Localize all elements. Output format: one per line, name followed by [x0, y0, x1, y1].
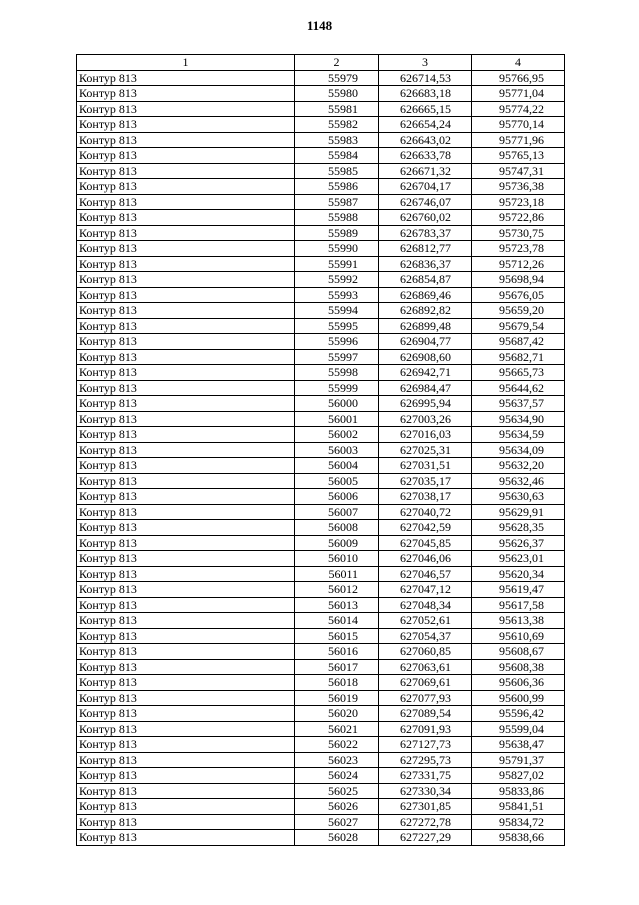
y-coordinate-cell: 95628,35 [472, 520, 565, 536]
x-coordinate-cell: 627301,85 [379, 799, 472, 815]
x-coordinate-cell: 626643,02 [379, 132, 472, 148]
y-coordinate-cell: 95682,71 [472, 349, 565, 365]
contour-name-cell: Контур 813 [77, 799, 295, 815]
point-number-cell: 55986 [295, 179, 379, 195]
contour-name-cell: Контур 813 [77, 489, 295, 505]
table-row [77, 256, 565, 272]
table-row [77, 210, 565, 226]
point-number-cell: 56013 [295, 597, 379, 613]
contour-name-cell: Контур 813 [77, 194, 295, 210]
table-header-row [77, 55, 565, 71]
y-coordinate-cell: 95632,20 [472, 458, 565, 474]
table-row [77, 442, 565, 458]
x-coordinate-cell: 627016,03 [379, 427, 472, 443]
y-coordinate-cell: 95833,86 [472, 783, 565, 799]
contour-name-cell: Контур 813 [77, 349, 295, 365]
table-row [77, 179, 565, 195]
table-row [77, 349, 565, 365]
x-coordinate-cell: 627052,61 [379, 613, 472, 629]
contour-name-cell: Контур 813 [77, 334, 295, 350]
x-coordinate-cell: 626704,17 [379, 179, 472, 195]
contour-name-cell: Контур 813 [77, 613, 295, 629]
contour-name-cell: Контур 813 [77, 706, 295, 722]
point-number-cell: 56006 [295, 489, 379, 505]
table-row [77, 163, 565, 179]
table-row [77, 566, 565, 582]
table-row [77, 582, 565, 598]
y-coordinate-cell: 95608,67 [472, 644, 565, 660]
x-coordinate-cell: 627025,31 [379, 442, 472, 458]
table-row [77, 334, 565, 350]
x-coordinate-cell: 626995,94 [379, 396, 472, 412]
x-coordinate-cell: 626942,71 [379, 365, 472, 381]
x-coordinate-cell: 627127,73 [379, 737, 472, 753]
contour-name-cell: Контур 813 [77, 473, 295, 489]
contour-name-cell: Контур 813 [77, 272, 295, 288]
contour-name-cell: Контур 813 [77, 675, 295, 691]
table-row [77, 380, 565, 396]
x-coordinate-cell: 627031,51 [379, 458, 472, 474]
point-number-cell: 56022 [295, 737, 379, 753]
column-header-4: 4 [472, 55, 565, 71]
y-coordinate-cell: 95838,66 [472, 830, 565, 846]
point-number-cell: 56019 [295, 690, 379, 706]
y-coordinate-cell: 95791,37 [472, 752, 565, 768]
point-number-cell: 56027 [295, 814, 379, 830]
y-coordinate-cell: 95632,46 [472, 473, 565, 489]
point-number-cell: 56018 [295, 675, 379, 691]
contour-name-cell: Контур 813 [77, 597, 295, 613]
x-coordinate-cell: 627048,34 [379, 597, 472, 613]
contour-name-cell: Контур 813 [77, 814, 295, 830]
contour-name-cell: Контур 813 [77, 566, 295, 582]
x-coordinate-cell: 627227,29 [379, 830, 472, 846]
x-coordinate-cell: 626633,78 [379, 148, 472, 164]
contour-name-cell: Контур 813 [77, 303, 295, 319]
table-row [77, 101, 565, 117]
y-coordinate-cell: 95747,31 [472, 163, 565, 179]
table-row [77, 117, 565, 133]
point-number-cell: 56028 [295, 830, 379, 846]
y-coordinate-cell: 95630,63 [472, 489, 565, 505]
x-coordinate-cell: 627295,73 [379, 752, 472, 768]
table-row [77, 721, 565, 737]
y-coordinate-cell: 95723,78 [472, 241, 565, 257]
point-number-cell: 56026 [295, 799, 379, 815]
x-coordinate-cell: 627060,85 [379, 644, 472, 660]
x-coordinate-cell: 627331,75 [379, 768, 472, 784]
table-row [77, 427, 565, 443]
y-coordinate-cell: 95596,42 [472, 706, 565, 722]
table-row [77, 287, 565, 303]
y-coordinate-cell: 95834,72 [472, 814, 565, 830]
table-row [77, 737, 565, 753]
x-coordinate-cell: 627046,06 [379, 551, 472, 567]
x-coordinate-cell: 627042,59 [379, 520, 472, 536]
contour-name-cell: Контур 813 [77, 318, 295, 334]
table-row [77, 659, 565, 675]
x-coordinate-cell: 627069,61 [379, 675, 472, 691]
point-number-cell: 56016 [295, 644, 379, 660]
table-row [77, 458, 565, 474]
contour-name-cell: Контур 813 [77, 427, 295, 443]
table-row [77, 86, 565, 102]
y-coordinate-cell: 95644,62 [472, 380, 565, 396]
x-coordinate-cell: 627077,93 [379, 690, 472, 706]
x-coordinate-cell: 626683,18 [379, 86, 472, 102]
table-row [77, 148, 565, 164]
x-coordinate-cell: 626904,77 [379, 334, 472, 350]
point-number-cell: 55996 [295, 334, 379, 350]
point-number-cell: 55993 [295, 287, 379, 303]
y-coordinate-cell: 95638,47 [472, 737, 565, 753]
y-coordinate-cell: 95765,13 [472, 148, 565, 164]
x-coordinate-cell: 626812,77 [379, 241, 472, 257]
point-number-cell: 55991 [295, 256, 379, 272]
contour-name-cell: Контур 813 [77, 690, 295, 706]
y-coordinate-cell: 95698,94 [472, 272, 565, 288]
y-coordinate-cell: 95634,90 [472, 411, 565, 427]
point-number-cell: 55999 [295, 380, 379, 396]
point-number-cell: 56023 [295, 752, 379, 768]
y-coordinate-cell: 95766,95 [472, 70, 565, 86]
table-row [77, 644, 565, 660]
point-number-cell: 56007 [295, 504, 379, 520]
x-coordinate-cell: 626892,82 [379, 303, 472, 319]
y-coordinate-cell: 95617,58 [472, 597, 565, 613]
x-coordinate-cell: 626714,53 [379, 70, 472, 86]
y-coordinate-cell: 95634,09 [472, 442, 565, 458]
point-number-cell: 56024 [295, 768, 379, 784]
y-coordinate-cell: 95600,99 [472, 690, 565, 706]
point-number-cell: 55981 [295, 101, 379, 117]
contour-name-cell: Контур 813 [77, 458, 295, 474]
point-number-cell: 55989 [295, 225, 379, 241]
table-row [77, 830, 565, 846]
y-coordinate-cell: 95774,22 [472, 101, 565, 117]
y-coordinate-cell: 95637,57 [472, 396, 565, 412]
x-coordinate-cell: 626908,60 [379, 349, 472, 365]
y-coordinate-cell: 95665,73 [472, 365, 565, 381]
x-coordinate-cell: 626783,37 [379, 225, 472, 241]
point-number-cell: 55994 [295, 303, 379, 319]
x-coordinate-cell: 627330,34 [379, 783, 472, 799]
table-row [77, 70, 565, 86]
contour-name-cell: Контур 813 [77, 721, 295, 737]
contour-name-cell: Контур 813 [77, 768, 295, 784]
contour-name-cell: Контур 813 [77, 504, 295, 520]
contour-name-cell: Контур 813 [77, 783, 295, 799]
column-header-3: 3 [379, 55, 472, 71]
contour-name-cell: Контур 813 [77, 442, 295, 458]
table-row [77, 504, 565, 520]
y-coordinate-cell: 95608,38 [472, 659, 565, 675]
x-coordinate-cell: 627063,61 [379, 659, 472, 675]
contour-name-cell: Контур 813 [77, 752, 295, 768]
x-coordinate-cell: 627046,57 [379, 566, 472, 582]
contour-name-cell: Контур 813 [77, 117, 295, 133]
x-coordinate-cell: 626760,02 [379, 210, 472, 226]
x-coordinate-cell: 626654,24 [379, 117, 472, 133]
contour-name-cell: Контур 813 [77, 210, 295, 226]
point-number-cell: 55997 [295, 349, 379, 365]
y-coordinate-cell: 95723,18 [472, 194, 565, 210]
point-number-cell: 56010 [295, 551, 379, 567]
y-coordinate-cell: 95623,01 [472, 551, 565, 567]
x-coordinate-cell: 627091,93 [379, 721, 472, 737]
contour-name-cell: Контур 813 [77, 365, 295, 381]
y-coordinate-cell: 95712,26 [472, 256, 565, 272]
x-coordinate-cell: 626984,47 [379, 380, 472, 396]
point-number-cell: 55979 [295, 70, 379, 86]
contour-name-cell: Контур 813 [77, 535, 295, 551]
contour-name-cell: Контур 813 [77, 411, 295, 427]
x-coordinate-cell: 626869,46 [379, 287, 472, 303]
table-row [77, 690, 565, 706]
x-coordinate-cell: 626899,48 [379, 318, 472, 334]
point-number-cell: 55983 [295, 132, 379, 148]
table-row [77, 411, 565, 427]
table-row [77, 318, 565, 334]
x-coordinate-cell: 627272,78 [379, 814, 472, 830]
x-coordinate-cell: 626671,32 [379, 163, 472, 179]
coordinates-table [76, 54, 565, 846]
point-number-cell: 56021 [295, 721, 379, 737]
x-coordinate-cell: 626836,37 [379, 256, 472, 272]
point-number-cell: 55980 [295, 86, 379, 102]
table-row [77, 783, 565, 799]
y-coordinate-cell: 95676,05 [472, 287, 565, 303]
y-coordinate-cell: 95770,14 [472, 117, 565, 133]
table-row [77, 799, 565, 815]
contour-name-cell: Контур 813 [77, 737, 295, 753]
table-row [77, 241, 565, 257]
contour-name-cell: Контур 813 [77, 86, 295, 102]
contour-name-cell: Контур 813 [77, 163, 295, 179]
y-coordinate-cell: 95599,04 [472, 721, 565, 737]
table-row [77, 613, 565, 629]
contour-name-cell: Контур 813 [77, 101, 295, 117]
point-number-cell: 56017 [295, 659, 379, 675]
contour-name-cell: Контур 813 [77, 70, 295, 86]
y-coordinate-cell: 95659,20 [472, 303, 565, 319]
point-number-cell: 55988 [295, 210, 379, 226]
table-row [77, 473, 565, 489]
table-row [77, 752, 565, 768]
x-coordinate-cell: 626746,07 [379, 194, 472, 210]
column-header-2: 2 [295, 55, 379, 71]
y-coordinate-cell: 95687,42 [472, 334, 565, 350]
contour-name-cell: Контур 813 [77, 225, 295, 241]
point-number-cell: 56025 [295, 783, 379, 799]
x-coordinate-cell: 627047,12 [379, 582, 472, 598]
point-number-cell: 56000 [295, 396, 379, 412]
point-number-cell: 56003 [295, 442, 379, 458]
y-coordinate-cell: 95827,02 [472, 768, 565, 784]
point-number-cell: 56014 [295, 613, 379, 629]
contour-name-cell: Контур 813 [77, 520, 295, 536]
table-row [77, 272, 565, 288]
page-number: 1148 [306, 18, 333, 33]
y-coordinate-cell: 95771,96 [472, 132, 565, 148]
point-number-cell: 55987 [295, 194, 379, 210]
point-number-cell: 56012 [295, 582, 379, 598]
table-row [77, 225, 565, 241]
point-number-cell: 55992 [295, 272, 379, 288]
table-row [77, 396, 565, 412]
point-number-cell: 56005 [295, 473, 379, 489]
point-number-cell: 55982 [295, 117, 379, 133]
table-row [77, 303, 565, 319]
table-row [77, 814, 565, 830]
point-number-cell: 56020 [295, 706, 379, 722]
contour-name-cell: Контур 813 [77, 132, 295, 148]
contour-name-cell: Контур 813 [77, 628, 295, 644]
contour-name-cell: Контур 813 [77, 830, 295, 846]
table-row [77, 551, 565, 567]
x-coordinate-cell: 627040,72 [379, 504, 472, 520]
table-row [77, 535, 565, 551]
contour-name-cell: Контур 813 [77, 148, 295, 164]
point-number-cell: 55995 [295, 318, 379, 334]
y-coordinate-cell: 95626,37 [472, 535, 565, 551]
table-row [77, 489, 565, 505]
table-row [77, 194, 565, 210]
y-coordinate-cell: 95722,86 [472, 210, 565, 226]
table-row [77, 706, 565, 722]
x-coordinate-cell: 627035,17 [379, 473, 472, 489]
contour-name-cell: Контур 813 [77, 582, 295, 598]
x-coordinate-cell: 627045,85 [379, 535, 472, 551]
contour-name-cell: Контур 813 [77, 659, 295, 675]
x-coordinate-cell: 626665,15 [379, 101, 472, 117]
y-coordinate-cell: 95730,75 [472, 225, 565, 241]
y-coordinate-cell: 95619,47 [472, 582, 565, 598]
x-coordinate-cell: 627089,54 [379, 706, 472, 722]
table-row [77, 132, 565, 148]
y-coordinate-cell: 95613,38 [472, 613, 565, 629]
table-row [77, 628, 565, 644]
y-coordinate-cell: 95606,36 [472, 675, 565, 691]
table-row [77, 675, 565, 691]
contour-name-cell: Контур 813 [77, 179, 295, 195]
table-body [77, 70, 565, 845]
y-coordinate-cell: 95610,69 [472, 628, 565, 644]
y-coordinate-cell: 95841,51 [472, 799, 565, 815]
point-number-cell: 56015 [295, 628, 379, 644]
column-header-1: 1 [77, 55, 295, 71]
point-number-cell: 55998 [295, 365, 379, 381]
contour-name-cell: Контур 813 [77, 287, 295, 303]
point-number-cell: 56011 [295, 566, 379, 582]
x-coordinate-cell: 627054,37 [379, 628, 472, 644]
point-number-cell: 55990 [295, 241, 379, 257]
contour-name-cell: Контур 813 [77, 644, 295, 660]
point-number-cell: 56002 [295, 427, 379, 443]
contour-name-cell: Контур 813 [77, 396, 295, 412]
point-number-cell: 56008 [295, 520, 379, 536]
y-coordinate-cell: 95771,04 [472, 86, 565, 102]
contour-name-cell: Контур 813 [77, 256, 295, 272]
y-coordinate-cell: 95629,91 [472, 504, 565, 520]
point-number-cell: 56004 [295, 458, 379, 474]
point-number-cell: 55985 [295, 163, 379, 179]
y-coordinate-cell: 95679,54 [472, 318, 565, 334]
point-number-cell: 55984 [295, 148, 379, 164]
y-coordinate-cell: 95620,34 [472, 566, 565, 582]
point-number-cell: 56009 [295, 535, 379, 551]
contour-name-cell: Контур 813 [77, 551, 295, 567]
y-coordinate-cell: 95634,59 [472, 427, 565, 443]
point-number-cell: 56001 [295, 411, 379, 427]
x-coordinate-cell: 627003,26 [379, 411, 472, 427]
y-coordinate-cell: 95736,38 [472, 179, 565, 195]
x-coordinate-cell: 626854,87 [379, 272, 472, 288]
contour-name-cell: Контур 813 [77, 380, 295, 396]
table-row [77, 597, 565, 613]
table-row [77, 520, 565, 536]
x-coordinate-cell: 627038,17 [379, 489, 472, 505]
contour-name-cell: Контур 813 [77, 241, 295, 257]
table-row [77, 365, 565, 381]
table-row [77, 768, 565, 784]
